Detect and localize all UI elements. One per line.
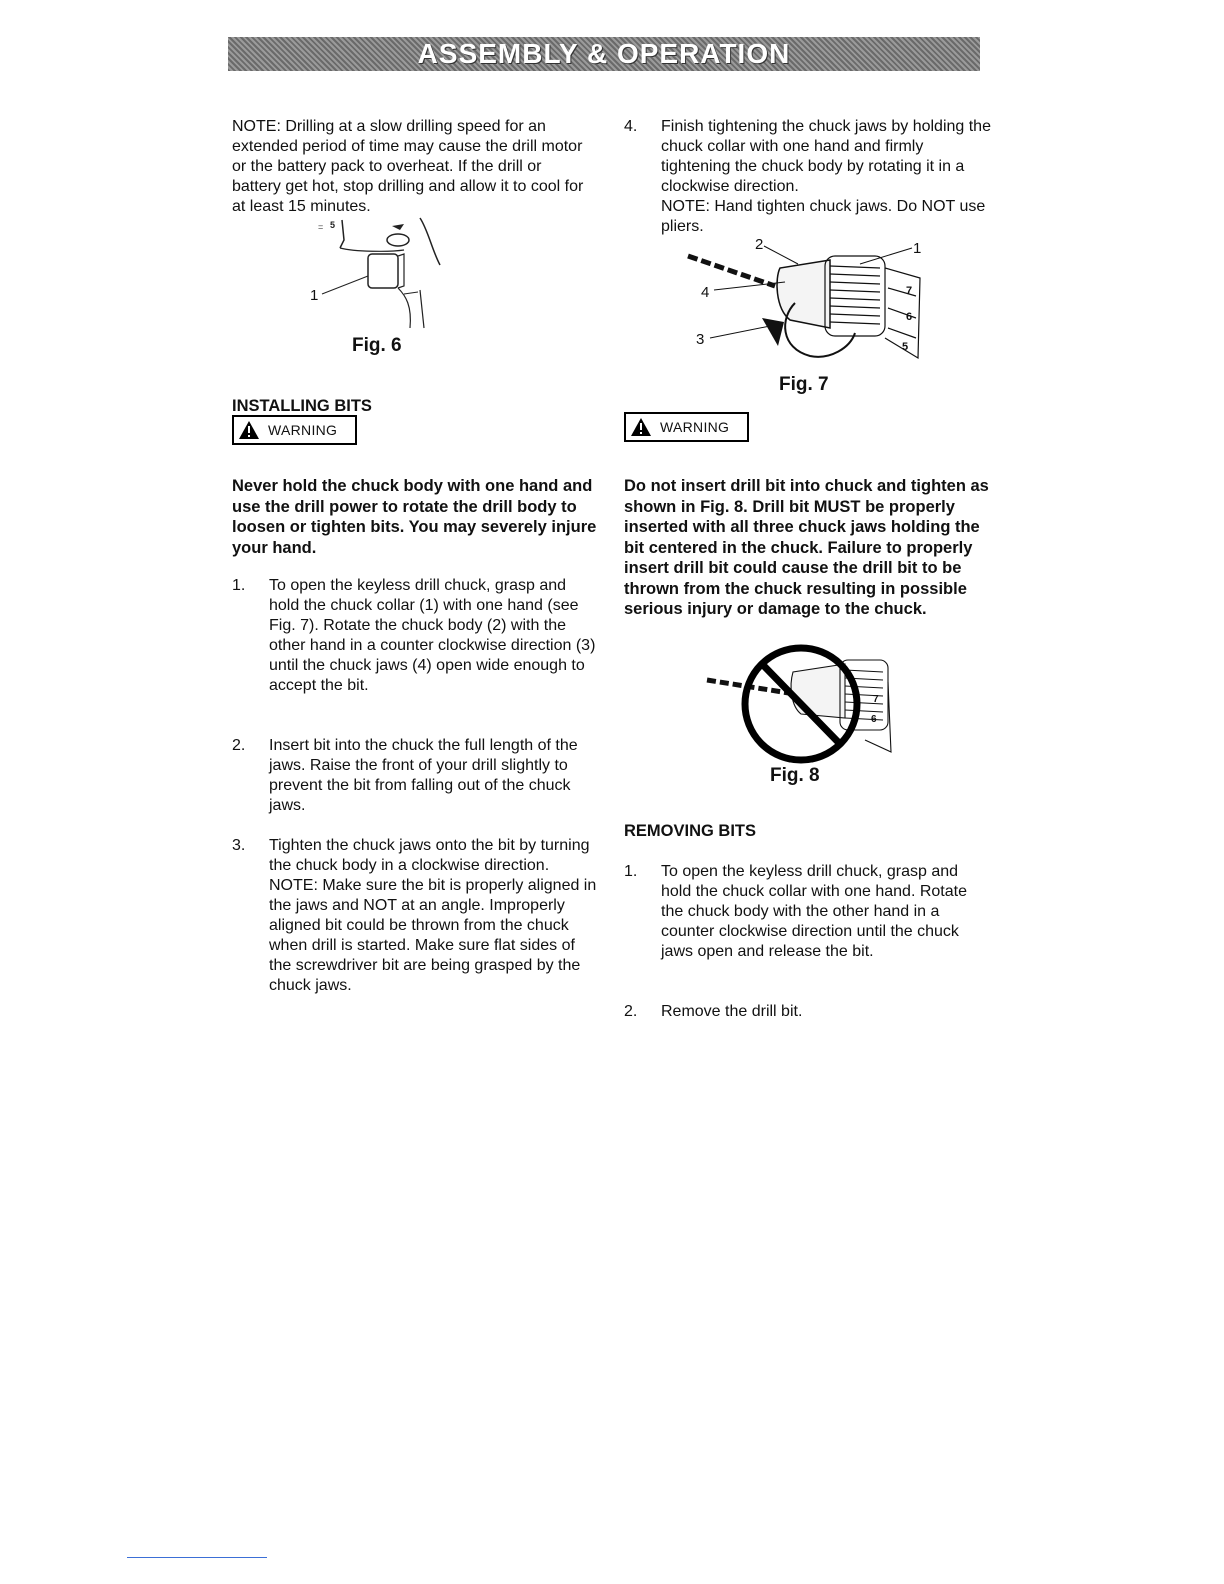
fig6-label: Fig. 6 — [352, 335, 402, 356]
warning-triangle-icon — [630, 417, 652, 437]
installing-bits-heading: INSTALLING BITS — [232, 397, 372, 415]
fig7-callout-3: 3 — [696, 331, 705, 348]
fig7-callout-1: 1 — [913, 240, 922, 257]
step-3-note: NOTE: Make sure the bit is properly aligned in the jaws and NOT at an angle. Improperly aligned bit could be thrown from the chuck when drill is started. Make sure flat sides of the screwdriver bit are being grasped by the chuck jaws. — [269, 877, 597, 994]
header-banner — [228, 37, 980, 71]
fig6-drill-switch-illustration — [300, 210, 460, 335]
step-number: 2. — [232, 737, 246, 754]
step-number: 1. — [232, 577, 246, 594]
install-step-4 — [624, 117, 994, 237]
fig8-incorrect-insertion-illustration — [705, 642, 895, 772]
step-text — [269, 836, 599, 996]
warning-text-right — [624, 476, 994, 620]
fig7-callout-2: 2 — [755, 236, 764, 253]
svg-text:7: 7 — [873, 694, 879, 705]
page-title: ASSEMBLY & OPERATION — [417, 38, 791, 69]
step-4-note: NOTE: Hand tighten chuck jaws. Do NOT use pliers. — [661, 198, 986, 235]
svg-text:5: 5 — [902, 341, 909, 353]
step-number: 1. — [624, 863, 638, 880]
svg-text:5: 5 — [330, 220, 336, 230]
step-4-text: Finish tightening the chuck jaws by holding the chuck collar with one hand and firmly tightening the chuck body by rotating it in a clockwise direction. — [661, 118, 991, 195]
step-text — [661, 117, 991, 237]
svg-text:6: 6 — [871, 714, 877, 725]
install-step-3 — [232, 836, 602, 1016]
step-3-text: Tighten the chuck jaws onto the bit by turning the chuck body in a clockwise direction. — [269, 837, 590, 874]
warning-triangle-icon — [238, 420, 260, 440]
step-number: 4. — [624, 118, 638, 135]
warning-label-right: WARNING — [660, 419, 730, 435]
warning-box-left — [232, 415, 357, 445]
svg-text:7: 7 — [906, 285, 913, 297]
svg-text:6: 6 — [906, 311, 913, 323]
overheat-note: NOTE: Drilling at a slow drilling speed for an extended period of time may cause the drill motor or the battery pack to overheat. If the drill or battery get hot, stop drilling and allow it to cool for at least 15 minutes. — [232, 118, 584, 215]
warning-box-right — [624, 412, 749, 442]
warning-label-left: WARNING — [268, 422, 338, 438]
step-number: 3. — [232, 837, 246, 854]
fig7-chuck-illustration — [680, 238, 930, 378]
footer-rule — [127, 1557, 267, 1558]
install-step-1 — [232, 576, 602, 716]
chuck-hand-warning: Never hold the chuck body with one hand and use the drill power to rotate the drill body to loosen or tighten bits. You may severely injure your hand. — [232, 477, 597, 557]
step-text: To open the keyless drill chuck, grasp and hold the chuck collar with one hand. Rotate the chuck body with the other hand in a counter clockwise direction until the chuck jaws open and release the bit. — [661, 863, 967, 960]
fig7-callout-4: 4 — [701, 284, 710, 301]
removing-bits-heading: REMOVING BITS — [624, 822, 757, 840]
remove-step-2 — [624, 1002, 994, 1026]
install-step-2 — [232, 736, 602, 816]
step-text: Remove the drill bit. — [661, 1003, 803, 1020]
warning-text-left — [232, 476, 597, 558]
fig8-label: Fig. 8 — [770, 765, 820, 786]
step-text: Insert bit into the chuck the full length of the jaws. Raise the front of your drill slightly to prevent the bit from falling out of the chuck jaws. — [269, 737, 578, 814]
fig7-label: Fig. 7 — [779, 374, 829, 395]
step-text: To open the keyless drill chuck, grasp and hold the chuck collar (1) with one hand (see Fig. 7). Rotate the chuck body (2) with the other hand in a counter clockwise direction (3) until the chuck jaws (4) open wide enough to accept the bit. — [269, 577, 596, 694]
left-note — [232, 117, 592, 217]
remove-step-1 — [624, 862, 994, 987]
svg-text:=: = — [318, 222, 324, 232]
step-number: 2. — [624, 1003, 638, 1020]
fig6-callout-1: 1 — [310, 287, 319, 304]
bit-insertion-warning: Do not insert drill bit into chuck and tighten as shown in Fig. 8. Drill bit MUST be properly inserted with all three chuck jaws holding the bit centered in the chuck. Failure to properly insert drill bit could cause the drill bit to be thrown from the chuck resulting in possible serious injury or damage to the chuck. — [624, 477, 989, 618]
